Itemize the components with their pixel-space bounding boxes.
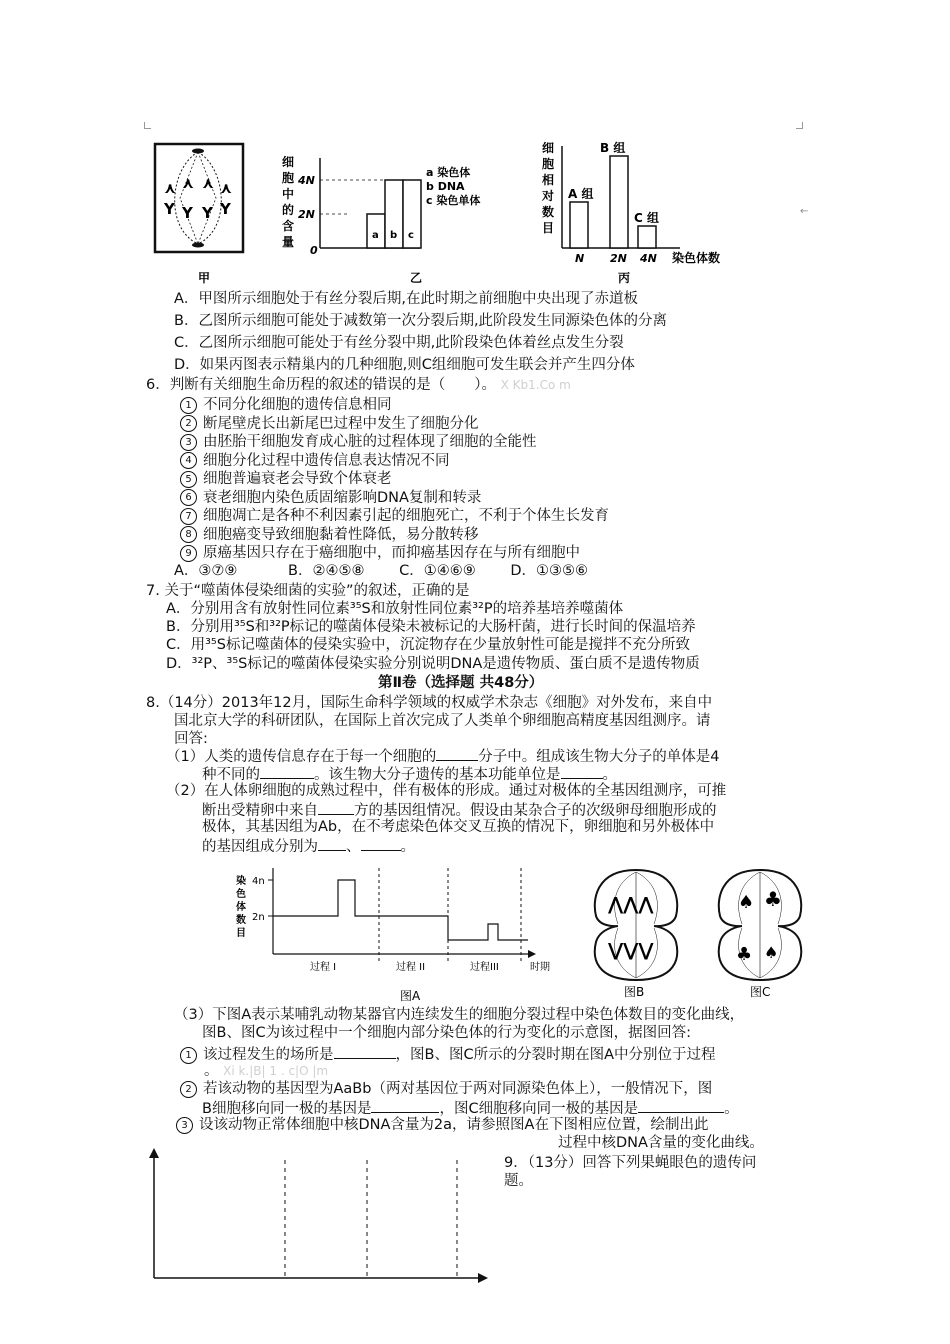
- q6-item: [180, 415, 479, 433]
- q6-option-d: D．①③⑤⑥: [510, 563, 588, 579]
- svg-text:Y: Y: [220, 200, 231, 218]
- answer-blank[interactable]: [561, 764, 603, 779]
- figa-tick-2n: 2n: [252, 912, 265, 923]
- q6-item-text: 衰老细胞内染色质固缩影响DNA复制和转录: [203, 489, 482, 506]
- svg-text:Y: Y: [182, 204, 193, 222]
- q6-item-text: 细胞凋亡是各种不利因素引起的细胞死亡，不利于个体生长发育: [203, 508, 609, 524]
- ylabel-char: 目: [236, 928, 246, 939]
- svg-text:♠: ♠: [738, 892, 755, 913]
- answer-blank[interactable]: [260, 764, 314, 779]
- q6-options: [174, 562, 588, 580]
- figa-process-2: 过程 II: [396, 962, 426, 973]
- ylabel-char: 量: [282, 235, 295, 249]
- ylabel-char: 的: [282, 203, 295, 217]
- fig-bing-label: 丙: [618, 271, 631, 285]
- yi-legend-b: b DNA: [426, 180, 465, 193]
- figc-caption: 图C: [750, 985, 771, 999]
- q6-item: [180, 470, 392, 488]
- q6-item: [180, 396, 392, 414]
- q6-item-text: 由胚胎干细胞发育成心脏的过程体现了细胞的全能性: [203, 434, 537, 450]
- svg-text:⋏: ⋏: [220, 179, 233, 197]
- svg-text:⋏: ⋏: [202, 174, 215, 192]
- answer-blank[interactable]: [436, 746, 478, 761]
- q6-item: [180, 526, 479, 544]
- circled-number: 6: [180, 489, 197, 506]
- fig-b-cell: [588, 862, 684, 1004]
- svg-text:⋏: ⋏: [164, 179, 177, 197]
- corner-mark-left: [144, 122, 151, 129]
- q9-line1: 9．（13分）回答下列果蝇眼色的遗传问: [504, 1155, 757, 1171]
- q8-sub3-line2: 过程中核DNA含量的变化曲线。: [558, 1135, 764, 1151]
- bing-tick-n: N: [575, 252, 585, 265]
- q6-option-c: C．①④⑥⑨: [399, 563, 476, 579]
- yi-tick-4n: 4N: [298, 174, 315, 187]
- yi-bar-label-c: c: [408, 230, 414, 241]
- figb-caption: 图B: [624, 985, 645, 999]
- q6-item-text: 断尾壁虎长出新尾巴过程中发生了细胞分化: [203, 415, 479, 432]
- figa-process-1: 过程 I: [310, 962, 337, 973]
- q7-option-a: A．分别用含有放射性同位素³⁵S和放射性同位素³²P的培养基培养噬菌体: [166, 601, 624, 617]
- q8-part2-line1: （2）在人体卵细胞的成熟过程中，伴有极体的形成。通过对极体的全基因组测序，可推: [166, 783, 727, 799]
- circled-number: 9: [180, 545, 197, 562]
- svg-text:⋀⋀⋀: ⋀⋀⋀: [608, 894, 654, 915]
- q8-sub1-line1: 1 该过程发生的场所是 ，图B、图C所示的分裂时期在图A中分别位于过程: [180, 1044, 716, 1064]
- q6-item-text: 细胞癌变导致细胞黏着性降低，易分散转移: [203, 526, 479, 543]
- ylabel-char: 数: [542, 205, 555, 219]
- svg-text:♠: ♠: [764, 943, 779, 962]
- q8-part3-line2: 图B、图C为该过程中一个细胞内部分染色体的行为变化的示意图，据图回答:: [202, 1025, 691, 1041]
- fig-jia-label: 甲: [198, 271, 211, 285]
- ylabel-char: 数: [236, 915, 246, 926]
- q8-sub2-line1: 2 若该动物的基因型为AaBb（两对基因位于两对同源染色体上），一般情况下，图: [180, 1080, 712, 1098]
- ylabel-char: 含: [282, 219, 295, 233]
- answer-blank[interactable]: [638, 1098, 724, 1113]
- svg-text:⋏: ⋏: [182, 174, 195, 192]
- return-arrow-icon: ←: [800, 206, 809, 217]
- circled-number: 2: [180, 415, 197, 432]
- fig-a-chart: [228, 862, 568, 1004]
- figa-process-3: 过程III: [470, 962, 499, 973]
- ylabel-char: 染: [236, 876, 246, 887]
- q5-option-a: A．甲图所示细胞处于有丝分裂后期,在此时期之前细胞中央出现了赤道板: [174, 291, 639, 307]
- svg-text:Y: Y: [202, 204, 213, 222]
- q7-option-b: B．分别用³⁵S和³²P标记的噬菌体侵染未被标记的大肠杆菌，进行长时间的保温培养: [166, 619, 696, 635]
- figa-tick-4n: 4n: [252, 876, 265, 887]
- yi-bar-label-b: b: [390, 230, 398, 241]
- ylabel-char: 细: [542, 141, 555, 155]
- q8-sub1-line2: 。 Xi k.|B| 1 . c|O |m: [204, 1063, 329, 1079]
- circled-number: 3: [176, 1117, 193, 1134]
- answer-blank[interactable]: [318, 836, 346, 851]
- svg-text:♣: ♣: [736, 944, 753, 965]
- q6-item: [180, 452, 450, 470]
- yi-tick-0: 0: [310, 244, 318, 257]
- q8-part2-line2: 断出受精卵中来自 方的基因组情况。假设由某杂合子的次级卵母细胞形成的: [202, 800, 717, 820]
- yi-bar-label-a: a: [372, 230, 379, 241]
- q5-option-c: C．乙图所示细胞可能处于有丝分裂中期,此阶段染色体着丝点发生分裂: [174, 335, 624, 351]
- fig-yi-label: 乙: [410, 271, 423, 285]
- section-title: 第Ⅱ卷（选择题 共48分）: [378, 675, 544, 691]
- q8-part2-line3: 极体，其基因组为Ab，在不考虑染色体交叉互换的情况下，卵细胞和另外极体中: [202, 819, 715, 835]
- ylabel-char: 体: [236, 902, 246, 913]
- q7-option-d: D．³²P、³⁵S标记的噬菌体侵染实验分别说明DNA是遗传物质、蛋白质不是遗传物质: [166, 656, 700, 672]
- answer-blank[interactable]: [318, 800, 354, 815]
- q6-option-a: A．③⑦⑨: [174, 563, 238, 579]
- bing-bar-b: [610, 156, 628, 248]
- q6-item-text: 细胞普遍衰老会导致个体衰老: [203, 471, 392, 487]
- q7-stem: 7. 关于“噬菌体侵染细菌的实验”的叙述，正确的是: [146, 583, 470, 599]
- yi-tick-2n: 2N: [298, 208, 315, 221]
- q7-option-c: C．用³⁵S标记噬菌体的侵染实验中，沉淀物存在少量放射性可能是搅拌不充分所致: [166, 637, 690, 653]
- q8-part3-line1: （3）下图A表示某哺乳动物某器官内连续发生的细胞分裂过程中染色体数目的变化曲线，: [174, 1007, 745, 1023]
- circled-number: 5: [180, 471, 197, 488]
- figa-xlabel: 时期: [530, 962, 550, 973]
- bing-tick-4n: 4N: [640, 252, 657, 265]
- q8-stem-line2: 国北京大学的科研团队，在国际上首次完成了人类单个卵细胞高精度基因组测序。请: [174, 713, 711, 729]
- fig-yi-chart: [282, 154, 480, 257]
- bing-bar-c: [638, 226, 656, 248]
- q6-item: [180, 489, 481, 507]
- figa-curve: [273, 880, 528, 940]
- corner-mark-right: [796, 122, 803, 129]
- q8-sub3-line1: 3 设该动物正常体细胞中核DNA含量为2a，请参照图A在下图相应位置，绘制出此: [176, 1116, 708, 1134]
- ylabel-char: 胞: [542, 157, 555, 171]
- q6-item: [180, 507, 609, 525]
- q6-stem: 6．判断有关细胞生命历程的叙述的错误的是（ ）。 X Kb1.Co m: [146, 377, 571, 393]
- circled-number: 7: [180, 508, 197, 525]
- q8-part1-line2: 种不同的 。该生物大分子遗传的基本功能单位是 。: [202, 764, 617, 784]
- bing-group-c: C 组: [634, 211, 659, 225]
- q8-sub2-line2: B细胞移向同一极的基因是 ，图C细胞移向同一极的基因是 。: [202, 1098, 739, 1118]
- q6-option-b: B．②④⑤⑧: [288, 563, 365, 579]
- answer-blank[interactable]: [334, 1044, 396, 1059]
- fig-bing-chart: [541, 140, 720, 265]
- answer-blank[interactable]: [371, 1098, 439, 1113]
- fig-jia-cell: [155, 144, 243, 252]
- q6-item: [180, 544, 580, 562]
- q8-stem-line3: 回答:: [174, 731, 208, 747]
- ylabel-char: 胞: [282, 171, 295, 185]
- bing-xlabel: 染色体数: [672, 251, 721, 265]
- figa-caption: 图A: [400, 989, 421, 1003]
- bing-bar-a: [570, 202, 588, 248]
- bing-tick-2n: 2N: [610, 252, 627, 265]
- circled-number: 4: [180, 452, 197, 469]
- ylabel-char: 细: [282, 155, 295, 169]
- top-figures: [150, 138, 760, 288]
- svg-text:Y: Y: [164, 200, 175, 218]
- q6-item: [180, 433, 537, 451]
- q6-item-text: 细胞分化过程中遗传信息表达情况不同: [203, 452, 450, 469]
- fig-c-cell: [712, 862, 808, 1004]
- circled-number: 1: [180, 397, 197, 414]
- q6-item-text: 原癌基因只存在于癌细胞中，而抑癌基因存在与所有细胞中: [203, 545, 580, 561]
- circled-number: 2: [180, 1081, 197, 1098]
- q8-stem-line1: 8.（14分）2013年12月，国际生命科学领域的权威学术杂志《细胞》对外发布，来自中: [146, 695, 713, 711]
- ylabel-char: 对: [542, 189, 555, 203]
- yi-legend-c: c 染色单体: [426, 194, 481, 207]
- ylabel-char: 色: [236, 889, 246, 900]
- q8-part1-line1: （1）人类的遗传信息存在于每一个细胞的 分子中。组成该生物大分子的单体是4: [166, 746, 719, 766]
- watermark-text: Xi k.|B| 1 . c|O |m: [223, 1064, 329, 1078]
- ylabel-char: 中: [282, 187, 295, 201]
- ylabel-char: 目: [542, 221, 555, 235]
- drawing-axes: [144, 1148, 494, 1288]
- answer-blank[interactable]: [361, 836, 401, 851]
- ylabel-char: 相: [542, 173, 555, 187]
- svg-text:⋁⋁⋁: ⋁⋁⋁: [608, 940, 654, 961]
- q8-part2-line4: 的基因组成分别为 、 。: [202, 836, 415, 856]
- circled-number: 3: [180, 434, 197, 451]
- watermark-text: X Kb1.Co m: [500, 378, 571, 392]
- circled-number: 1: [180, 1047, 197, 1064]
- yi-legend-a: a 染色体: [426, 166, 471, 179]
- q5-option-b: B．乙图所示细胞可能处于减数第一次分裂后期,此阶段发生同源染色体的分离: [174, 313, 668, 329]
- q5-option-d: D．如果丙图表示精巢内的几种细胞,则C组细胞可发生联会并产生四分体: [174, 357, 635, 373]
- bing-group-b: B 组: [600, 141, 626, 155]
- q9-line2: 题。: [504, 1173, 533, 1189]
- circled-number: 8: [180, 526, 197, 543]
- svg-text:♣: ♣: [764, 887, 782, 911]
- bing-group-a: A 组: [568, 187, 594, 201]
- q6-item-text: 不同分化细胞的遗传信息相同: [203, 397, 392, 413]
